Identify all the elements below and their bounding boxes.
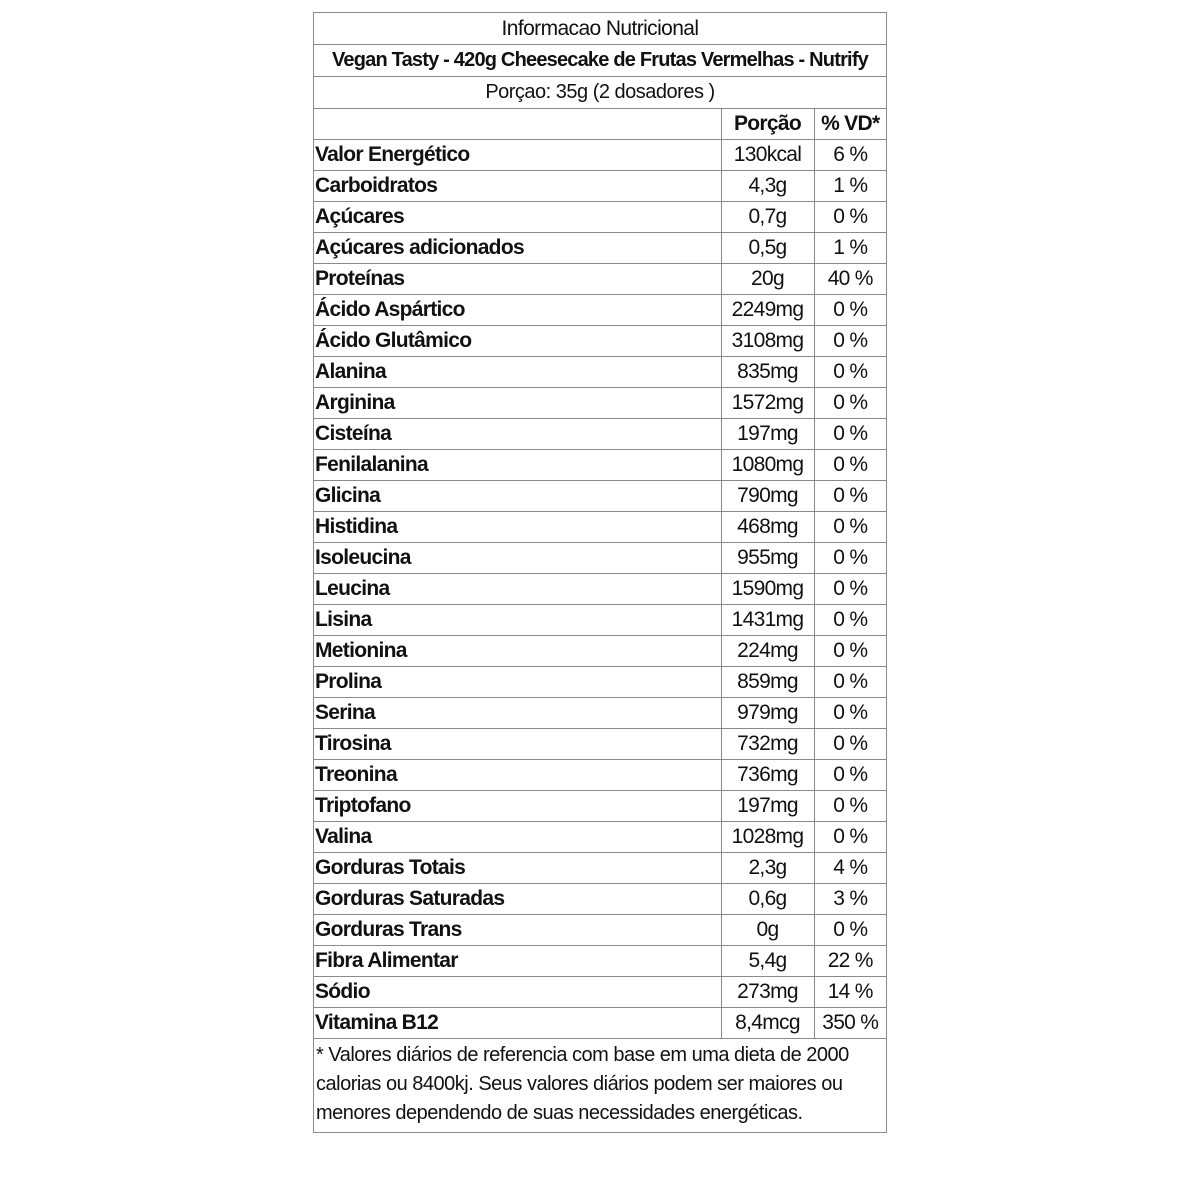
nutrient-portion: 197mg: [721, 419, 814, 450]
nutrient-name: Arginina: [314, 388, 721, 419]
nutrient-name: Gorduras Totais: [314, 853, 721, 884]
serving-size: Porçao: 35g (2 dosadores ): [314, 77, 886, 109]
table-row: [314, 729, 886, 760]
nutrient-name: Fenilalanina: [314, 450, 721, 481]
nutrient-name: Carboidratos: [314, 171, 721, 202]
table-row: [314, 667, 886, 698]
nutrient-daily-value: 0 %: [814, 760, 886, 791]
nutrient-name: Metionina: [314, 636, 721, 667]
nutrient-name: Vitamina B12: [314, 1008, 721, 1039]
table-row: [314, 357, 886, 388]
label-title: Informacao Nutricional: [314, 13, 886, 45]
nutrient-name: Ácido Aspártico: [314, 295, 721, 326]
nutrient-portion: 835mg: [721, 357, 814, 388]
nutrient-name: Açúcares: [314, 202, 721, 233]
nutrient-portion: 0,6g: [721, 884, 814, 915]
nutrient-portion: 224mg: [721, 636, 814, 667]
table-row: [314, 202, 886, 233]
nutrient-daily-value: 0 %: [814, 605, 886, 636]
daily-value-footnote: * Valores diários de referencia com base em uma dieta de 2000 calorias ou 8400kj. Seus valores diários podem ser maiores ou menores dependendo de suas necessidades energéticas.: [316, 1044, 849, 1124]
table-row: [314, 636, 886, 667]
nutrient-portion: 859mg: [721, 667, 814, 698]
table-row: [314, 977, 886, 1008]
nutrient-daily-value: 0 %: [814, 791, 886, 822]
nutrient-name: Treonina: [314, 760, 721, 791]
nutrient-name: Valina: [314, 822, 721, 853]
table-row: [314, 884, 886, 915]
nutrient-name: Histidina: [314, 512, 721, 543]
nutrient-daily-value: 0 %: [814, 543, 886, 574]
nutrient-daily-value: 0 %: [814, 822, 886, 853]
nutrient-portion: 197mg: [721, 791, 814, 822]
nutrient-name: Gorduras Saturadas: [314, 884, 721, 915]
nutrient-portion: 790mg: [721, 481, 814, 512]
nutrient-portion: 0g: [721, 915, 814, 946]
table-row: [314, 419, 886, 450]
nutrient-name: Cisteína: [314, 419, 721, 450]
nutrient-name: Alanina: [314, 357, 721, 388]
nutrient-daily-value: 1 %: [814, 233, 886, 264]
table-row: [314, 140, 886, 171]
header-portion: Porção: [721, 109, 814, 140]
nutrient-portion: 1572mg: [721, 388, 814, 419]
table-row: [314, 853, 886, 884]
table-row: [314, 760, 886, 791]
nutrient-name: Ácido Glutâmico: [314, 326, 721, 357]
nutrient-daily-value: 6 %: [814, 140, 886, 171]
nutrient-portion: 4,3g: [721, 171, 814, 202]
nutrient-daily-value: 3 %: [814, 884, 886, 915]
nutrient-daily-value: 14 %: [814, 977, 886, 1008]
nutrient-name: Leucina: [314, 574, 721, 605]
nutrient-daily-value: 0 %: [814, 450, 886, 481]
nutrient-daily-value: 0 %: [814, 636, 886, 667]
nutrient-portion: 0,5g: [721, 233, 814, 264]
table-row: [314, 388, 886, 419]
table-header-row: [314, 109, 886, 140]
nutrient-daily-value: 0 %: [814, 419, 886, 450]
nutrient-daily-value: 0 %: [814, 388, 886, 419]
nutrient-table: [314, 109, 886, 1039]
nutrient-portion: 5,4g: [721, 946, 814, 977]
nutrient-daily-value: 0 %: [814, 481, 886, 512]
nutrient-daily-value: 0 %: [814, 357, 886, 388]
table-row: [314, 915, 886, 946]
nutrient-name: Gorduras Trans: [314, 915, 721, 946]
nutrient-name: Valor Energético: [314, 140, 721, 171]
nutrient-daily-value: 40 %: [814, 264, 886, 295]
nutrient-name: Triptofano: [314, 791, 721, 822]
nutrient-portion: 468mg: [721, 512, 814, 543]
nutrient-rows: [314, 140, 886, 1039]
nutrient-portion: 955mg: [721, 543, 814, 574]
nutrient-daily-value: 4 %: [814, 853, 886, 884]
header-daily-value: % VD*: [814, 109, 886, 140]
nutrient-portion: 2249mg: [721, 295, 814, 326]
nutrient-daily-value: 0 %: [814, 326, 886, 357]
nutrient-name: Tirosina: [314, 729, 721, 760]
nutrient-portion: 8,4mcg: [721, 1008, 814, 1039]
nutrient-name: Isoleucina: [314, 543, 721, 574]
nutrient-portion: 736mg: [721, 760, 814, 791]
table-row: [314, 1008, 886, 1039]
nutrient-name: Serina: [314, 698, 721, 729]
table-row: [314, 822, 886, 853]
nutrient-portion: 1590mg: [721, 574, 814, 605]
nutrient-name: Prolina: [314, 667, 721, 698]
nutrient-name: Lisina: [314, 605, 721, 636]
header-nutrient-blank: [314, 109, 721, 140]
nutrient-name: Glicina: [314, 481, 721, 512]
product-name: Vegan Tasty - 420g Cheesecake de Frutas Vermelhas - Nutrify: [314, 45, 886, 77]
nutrient-daily-value: 1 %: [814, 171, 886, 202]
table-row: [314, 574, 886, 605]
table-row: [314, 605, 886, 636]
nutrient-portion: 0,7g: [721, 202, 814, 233]
nutrient-daily-value: 0 %: [814, 915, 886, 946]
nutrient-portion: 1431mg: [721, 605, 814, 636]
nutrient-portion: 1080mg: [721, 450, 814, 481]
nutrient-name: Açúcares adicionados: [314, 233, 721, 264]
nutrient-portion: 979mg: [721, 698, 814, 729]
nutrient-daily-value: 0 %: [814, 295, 886, 326]
table-row: [314, 233, 886, 264]
table-row: [314, 295, 886, 326]
table-row: [314, 512, 886, 543]
nutrient-daily-value: 0 %: [814, 574, 886, 605]
nutrient-daily-value: 22 %: [814, 946, 886, 977]
table-row: [314, 326, 886, 357]
nutrient-name: Proteínas: [314, 264, 721, 295]
nutrient-daily-value: 0 %: [814, 202, 886, 233]
nutrient-name: Sódio: [314, 977, 721, 1008]
table-row: [314, 946, 886, 977]
nutrient-name: Fibra Alimentar: [314, 946, 721, 977]
nutrient-portion: 130kcal: [721, 140, 814, 171]
nutrient-portion: 732mg: [721, 729, 814, 760]
table-row: [314, 171, 886, 202]
nutrient-daily-value: 350 %: [814, 1008, 886, 1039]
table-row: [314, 264, 886, 295]
nutrient-portion: 273mg: [721, 977, 814, 1008]
nutrition-facts-label: [313, 12, 887, 1133]
table-row: [314, 791, 886, 822]
nutrient-portion: 2,3g: [721, 853, 814, 884]
nutrient-portion: 20g: [721, 264, 814, 295]
nutrient-portion: 3108mg: [721, 326, 814, 357]
nutrient-daily-value: 0 %: [814, 698, 886, 729]
nutrient-daily-value: 0 %: [814, 729, 886, 760]
table-row: [314, 481, 886, 512]
nutrient-portion: 1028mg: [721, 822, 814, 853]
nutrient-daily-value: 0 %: [814, 667, 886, 698]
table-row: [314, 698, 886, 729]
table-row: [314, 450, 886, 481]
table-row: [314, 543, 886, 574]
nutrient-daily-value: 0 %: [814, 512, 886, 543]
